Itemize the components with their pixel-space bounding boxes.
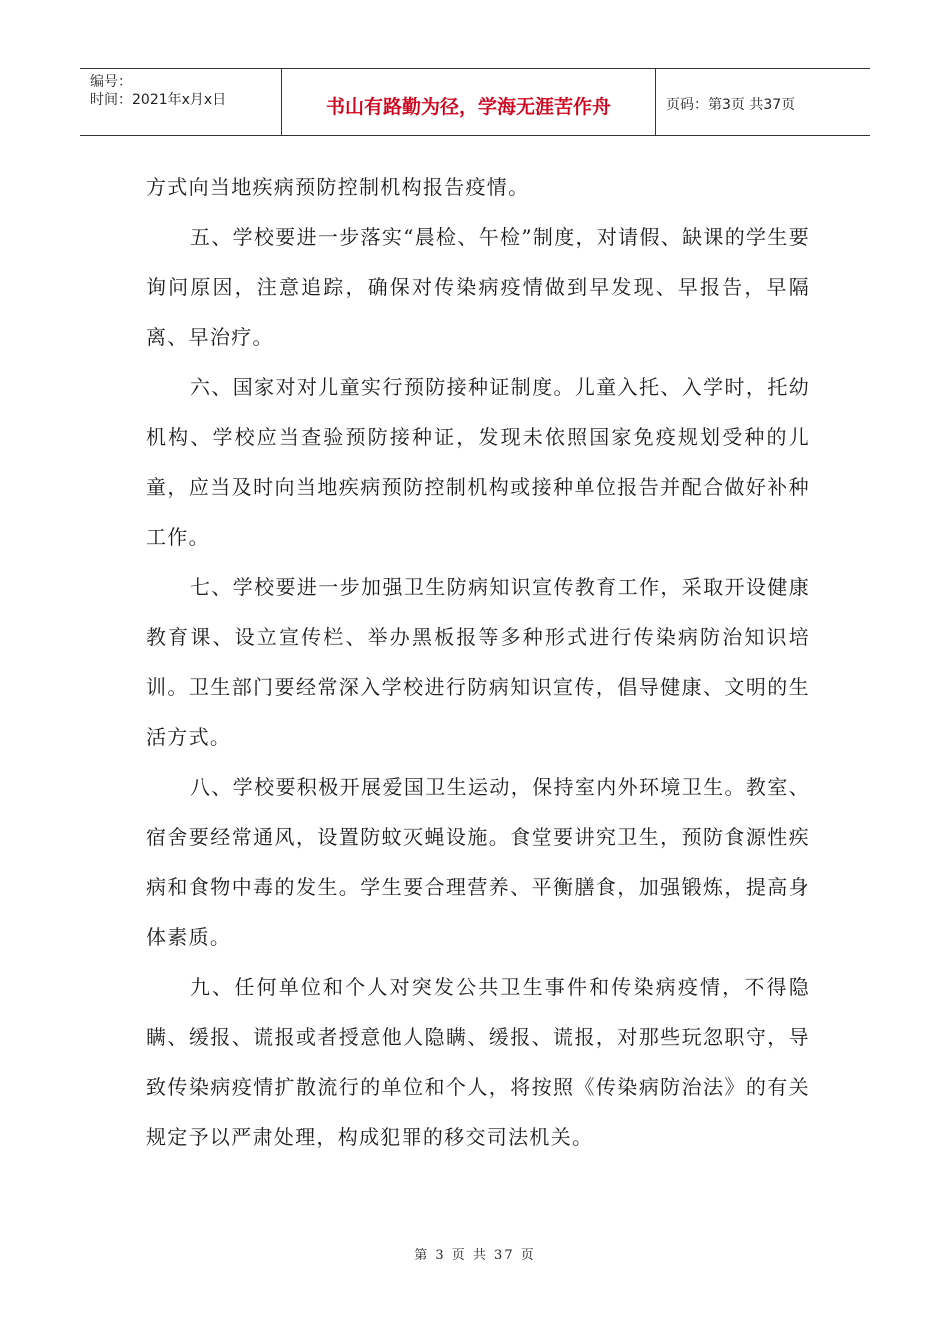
document-body xyxy=(146,162,810,1162)
paragraph-item-7: 七、学校要进一步加强卫生防病知识宣传教育工作，采取开设健康教育课、设立宣传栏、举办黑板报等多种形式进行传染病防治知识培训。卫生部门要经常深入学校进行防病知识宣传，倡导健康、文明的生活方式。 xyxy=(146,575,810,749)
paragraph-item-9: 九、任何单位和个人对突发公共卫生事件和传染病疫情，不得隐瞒、缓报、谎报或者授意他人隐瞒、缓报、谎报，对那些玩忽职守，导致传染病疫情扩散流行的单位和个人，将按照《传染病防治法》的有关规定予以严肃处理，构成犯罪的移交司法机关。 xyxy=(146,975,810,1149)
paragraph-item-8: 八、学校要积极开展爱国卫生运动，保持室内外环境卫生。教室、宿舍要经常通风，设置防蚊灭蝇设施。食堂要讲究卫生，预防食源性疾病和食物中毒的发生。学生要合理营养、平衡膳食，加强锻炼，提高身体素质。 xyxy=(146,775,810,949)
paragraph-continuation: 方式向当地疾病预防控制机构报告疫情。 xyxy=(146,175,530,199)
paragraph-item-6: 六、国家对对儿童实行预防接种证制度。儿童入托、入学时，托幼机构、学校应当查验预防接种证，发现未依照国家免疫规划受种的儿童，应当及时向当地疾病预防控制机构或接种单位报告并配合做好补种工作。 xyxy=(146,375,810,549)
header-page-code: 页码：第3页 共37页 xyxy=(666,97,796,113)
page-header xyxy=(80,68,870,136)
header-meta xyxy=(80,69,282,135)
serial-number-label: 编号： xyxy=(90,74,132,90)
header-motto: 书山有路勤为径，学海无涯苦作舟 xyxy=(282,69,656,135)
page-footer: 第 3 页 共 37 页 xyxy=(414,1248,536,1263)
time-label: 时间：2021年x月x日 xyxy=(90,92,227,108)
paragraph-item-5: 五、学校要进一步落实“晨检、午检”制度，对请假、缺课的学生要询问原因，注意追踪，确保对传染病疫情做到早发现、早报告，早隔离、早治疗。 xyxy=(146,225,810,349)
